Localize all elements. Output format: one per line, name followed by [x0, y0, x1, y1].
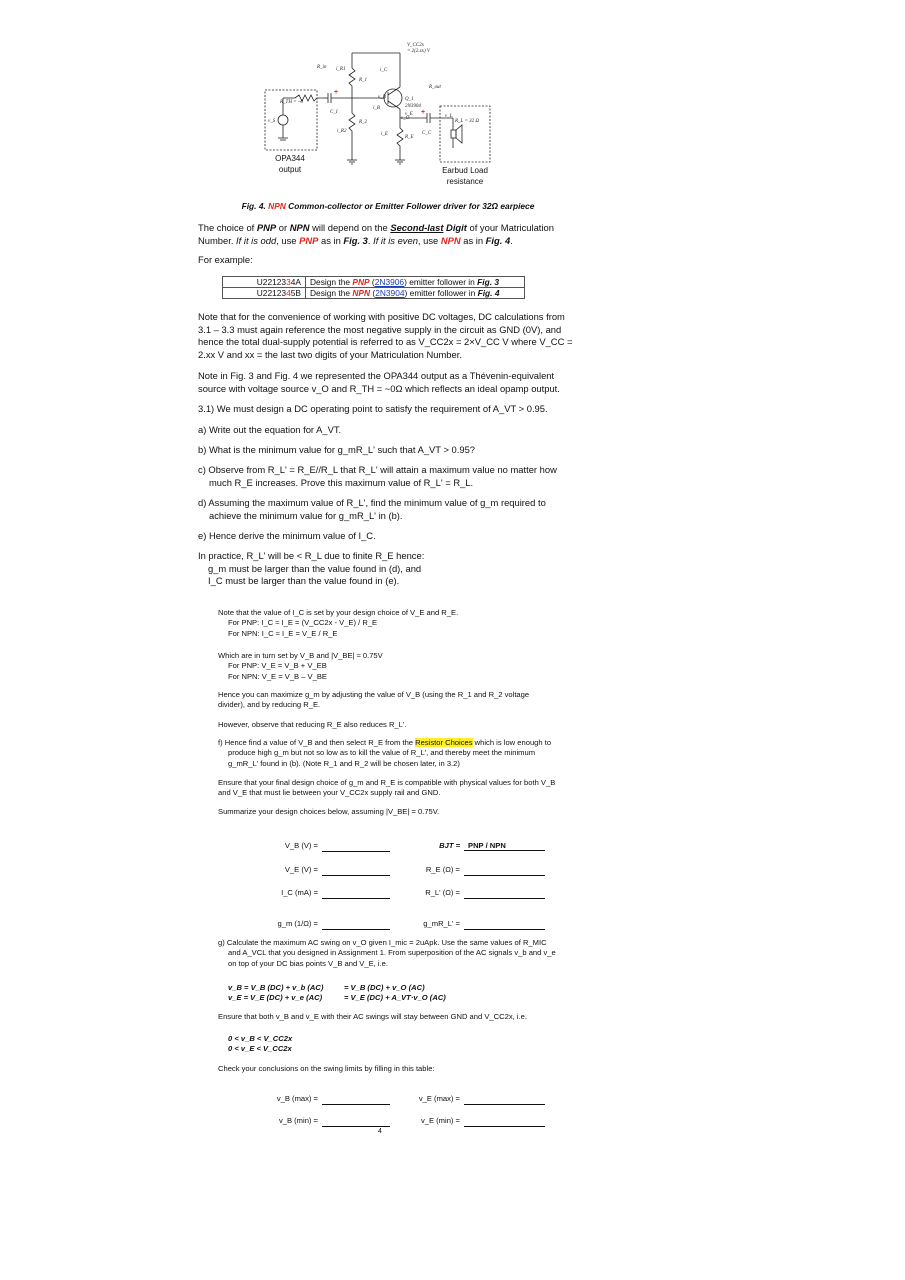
question-a: a) Write out the equation for A_VT. [198, 424, 342, 435]
page-number: 4 [378, 1128, 382, 1135]
ic-field-label: I_C (mA) = [281, 888, 318, 897]
opa-label: OPA344 output [275, 154, 305, 174]
table-row [223, 277, 525, 288]
ve-input[interactable] [322, 866, 390, 876]
check-conclusions: Check your conclusions on the swing limits by filling in this table: [218, 1064, 435, 1073]
re-field-label: R_E (Ω) = [425, 865, 460, 874]
q1-part: 2N3904 [405, 104, 421, 109]
vemax-label: v_E (max) = [418, 1094, 460, 1103]
example-label: For example: [198, 254, 253, 265]
ensure-swing: Ensure that both v_B and v_E with their AC swings will stay between GND and V_CC2x, i.e. [218, 1012, 527, 1021]
ic-label: i_C [380, 68, 388, 73]
question-c: c) Observe from R_L' = R_E//R_L that R_L' will attain a maximum value no matter how much R_E increases. Prove this maximum value of R_L' = R_L. [198, 464, 557, 488]
ir2-label: i_R2 [337, 129, 347, 134]
note-summarize: Summarize your design choices below, assuming |V_BE| = 0.75V. [218, 807, 440, 816]
ic-input[interactable] [322, 889, 390, 899]
q1-label: Q_1 [405, 97, 414, 102]
ir1-label: i_R1 [336, 67, 346, 72]
practice-note [198, 550, 578, 588]
rout-label: R_out [429, 85, 441, 90]
vb-input[interactable] [322, 842, 390, 852]
matric-cell: U2212345B [223, 288, 306, 299]
svg-text:+: + [334, 89, 339, 96]
note-vbe: Which are in turn set by V_B and |V_BE| ≈ 0.75V For PNP: V_E = V_B + V_EB For NPN: V_E = V_B – V_BE [218, 651, 383, 681]
vcc-value: = 2(2.xx) V [407, 49, 430, 54]
ve-field-label: V_E (V) = [284, 865, 318, 874]
vb-label: v_B [378, 95, 386, 100]
vbmin-input[interactable] [322, 1117, 390, 1127]
practice-line-1: g_m must be larger than the value found in (d), and [208, 562, 422, 574]
svg-text:+: + [421, 109, 426, 116]
caption-rest: Common-collector or Emitter Follower driver for 32Ω earpiece [285, 201, 535, 211]
vbmax-label: v_B (max) = [276, 1094, 318, 1103]
ve-label: v_E [405, 112, 413, 117]
resistor-choices-link[interactable]: Resistor Choices [415, 738, 473, 747]
matric-cell: U2212334A [223, 277, 306, 288]
vo-label: v_O [401, 116, 410, 121]
ie-label: i_E [381, 132, 388, 137]
vemin-label: v_E (min) = [420, 1116, 460, 1125]
caption-prefix: Fig. 4. [241, 201, 269, 211]
table-row [223, 288, 525, 299]
rth-label: R_TH = ~0 [280, 100, 304, 105]
gm-input[interactable] [322, 920, 390, 930]
vbmax-input[interactable] [322, 1095, 390, 1105]
caption-npn: NPN [268, 201, 286, 211]
question-d: d) Assuming the maximum value of R_L', find the minimum value of g_m required to achieve the minimum value for g_mR_L' in (b). [198, 497, 546, 521]
bjt-field-label: BJT = [439, 841, 460, 850]
datasheet-link[interactable]: 2N3904 [375, 288, 405, 298]
datasheet-link[interactable]: 2N3906 [374, 277, 405, 287]
question-f: f) Hence find a value of V_B and then select R_E from the Resistor Choices which is low enough to produce high g_m but not so low as to kill the value of R_L', and thereby meet the minimum g_mR_L' found in (b). (Note R_1 and R_2 will be chosen later, in 3.2) [218, 738, 552, 768]
question-e: e) Hence derive the minimum value of I_C. [198, 530, 376, 541]
rl-field-label: R_L' (Ω) = [425, 888, 460, 897]
vs-label: v_S [268, 119, 276, 124]
rl-label: R_L = 32 Ω [455, 119, 479, 124]
c1-label: C_I [330, 110, 338, 115]
figure-caption [198, 201, 578, 211]
vcc-label: V_CC2x [407, 43, 424, 48]
note-ensure: Ensure that your final design choice of g_m and R_E is compatible with physical values for both V_B and V_E that must lie between your V_CC2x supply rail and GND. [218, 778, 556, 798]
inequalities: 0 < v_B < V_CC2x 0 < v_E < V_CC2x [228, 1034, 293, 1054]
vb-field-label: V_B (V) = [284, 841, 318, 850]
practice-line-2: I_C must be larger than the value found in (e). [208, 575, 400, 586]
question-b: b) What is the minimum value for g_mR_L' such that A_VT > 0.95? [198, 444, 476, 455]
rin-label: R_in [317, 65, 327, 70]
earbud-label: Earbud Load resistance [442, 166, 488, 186]
r2-label: R_2 [359, 120, 368, 125]
equations: v_B = V_B (DC) + v_b (AC) = V_B (DC) + v_O (AC) v_E = V_E (DC) + v_e (AC) = V_E (DC) + A_VT·v_O (AC) [228, 983, 446, 1003]
note-maximize-gm: Hence you can maximize g_m by adjusting the value of V_B (using the R_1 and R_2 voltage divider), and by reducing R_E. [218, 690, 530, 710]
vbmin-label: v_B (min) = [278, 1116, 318, 1125]
question-g: g) Calculate the maximum AC swing on v_O given I_mic = 2uApk. Use the same values of R_MIC and A_VCL that you designed in Assignment 1. From superposition of the AC signals v_b and v_e on top of your DC bias points V_B and V_E, i.e. [218, 938, 556, 968]
design-cell: Design the PNP (2N3906) emitter follower in Fig. 3 [306, 277, 525, 288]
note-thevenin: Note in Fig. 3 and Fig. 4 we represented the OPA344 output as a Thévenin-equivalent source with voltage source v_O and R_TH = ~0Ω which reflects an ideal opamp output. [198, 370, 560, 394]
question-3-1: 3.1) We must design a DC operating point to satisfy the requirement of A_VT > 0.95. [198, 403, 548, 414]
note-dc: Note that for the convenience of working with positive DC voltages, DC calculations from 3.1 – 3.3 must again reference the most negative supply in the circuit as GND (0V), and hence the total dual-supply potential is referred to as V_CC2x = 2×V_CC V where V_CC = 2.xx V and xx = the last two digits of your Matriculation Number. [198, 311, 573, 360]
ib-label: i_B [373, 106, 380, 111]
note-reduce-re: However, observe that reducing R_E also reduces R_L'. [218, 720, 407, 729]
note-ic: Note that the value of I_C is set by your design choice of V_E and R_E. For PNP: I_C ≈ I_E = (V_CC2x - V_E) / R_E For NPN: I_C ≈ I_E = V_E / R_E [218, 608, 459, 638]
gmrl-input[interactable] [464, 920, 545, 930]
re-input[interactable] [464, 866, 545, 876]
gm-field-label: g_m (1/Ω) = [277, 919, 318, 928]
re-label: R_E [405, 135, 414, 140]
gmrl-field-label: g_mR_L' = [423, 919, 460, 928]
rl-input[interactable] [464, 889, 545, 899]
intro-paragraph: The choice of PNP or NPN will depend on the Second-last Digit of your Matriculation Number. If it is odd, use PNP as in Fig. 3. If it is even, use NPN as in Fig. 4. [198, 222, 554, 246]
design-cell: Design the NPN (2N3904) emitter follower in Fig. 4 [306, 288, 525, 299]
cc-label: C_C [422, 131, 432, 136]
vemax-input[interactable] [464, 1095, 545, 1105]
r1-label: R_1 [359, 78, 368, 83]
example-table [222, 276, 525, 299]
vemin-input[interactable] [464, 1117, 545, 1127]
vl-label: v_L [445, 114, 453, 119]
bjt-input[interactable]: PNP / NPN [464, 841, 545, 851]
practice-line: In practice, R_L' will be < R_L due to finite R_E hence: [198, 550, 425, 561]
